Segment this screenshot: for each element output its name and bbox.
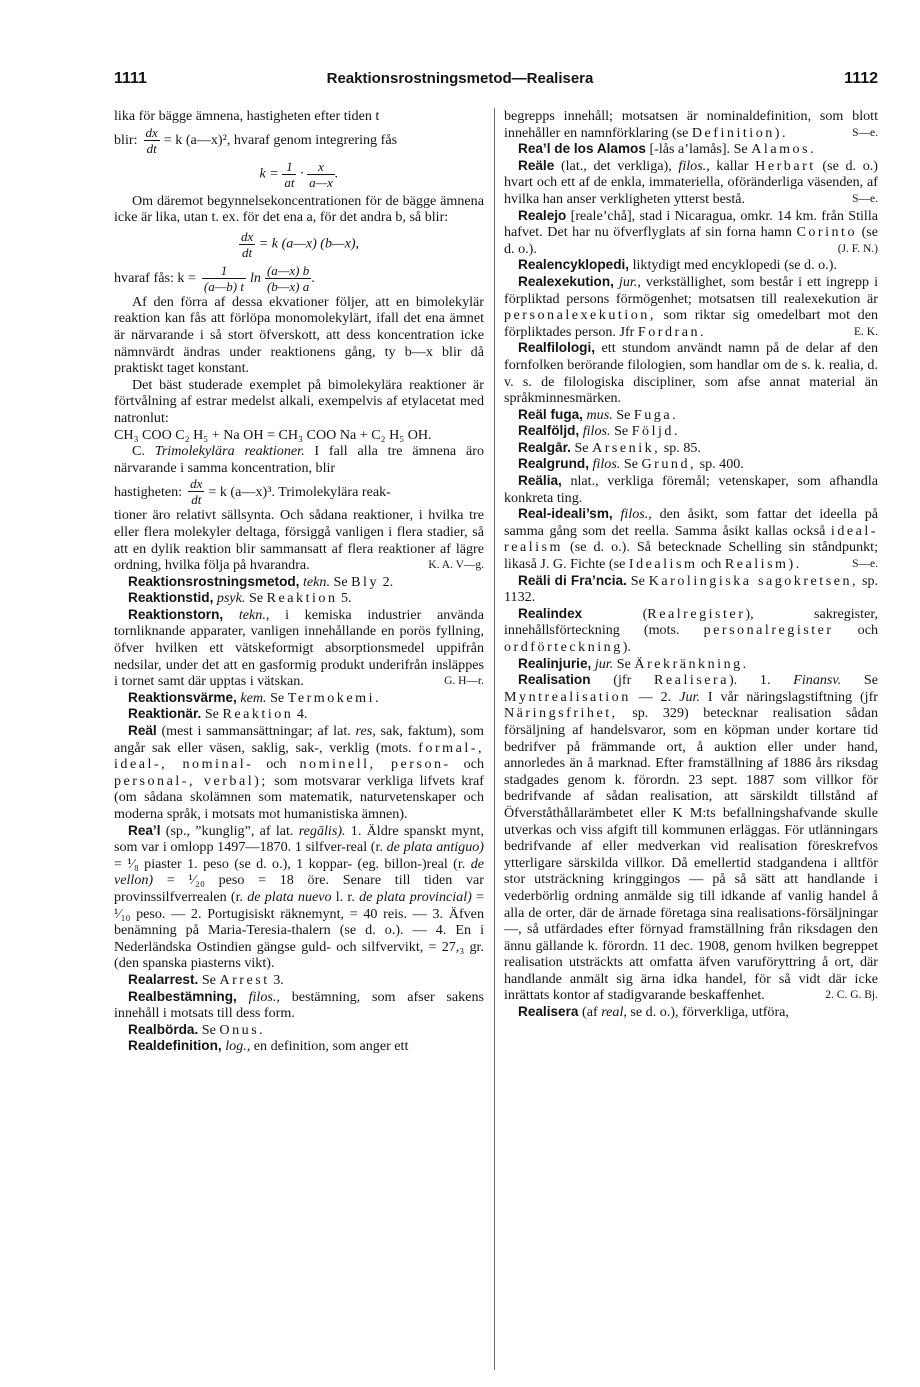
formula: CH₃ COO C₂ H₅ + Na OH = CH₃ COO Na + C₂ H₅ OH. <box>114 426 432 443</box>
paragraph: Om däremot begynnelsekoncentrationen för de bägge ämnena icke är lika, utan t. ex. för det ena a, för det andra b, så blir: <box>114 192 484 226</box>
author-signature: G. H—r. <box>444 675 484 688</box>
dictionary-entry: Reaktionsvärme, kem. Se Termokemi. <box>128 689 382 706</box>
equation: hastigheten: $\frac{dx}{dt}$ = k (a—x)³. Trimolekylära reak- <box>114 476 391 508</box>
dictionary-entry: Reäle (lat., det verkliga), filos., kallar Herbart (se d. o.) hvart och ett af de enkla, immateriella, oföränderliga väsenden, af hvilka han anser verkligheten ytterst bestå. S—e. <box>504 157 878 207</box>
entry-headword: Realencyklopedi, <box>518 257 630 273</box>
dictionary-entry: Realencyklopedi, liktydigt med encyklopedi (se d. o.). <box>518 257 837 274</box>
running-title: Reaktionsrostningsmetod—Realisera <box>326 70 594 87</box>
entry-headword: Rea’l de los Alamos <box>518 141 646 157</box>
author-signature: S—e. <box>852 192 878 205</box>
entry-headword: Rea’l <box>128 822 161 838</box>
entry-headword: Reäli di Fra’ncia. <box>518 572 627 588</box>
dictionary-entry: Rea’l (sp., ”kunglig”, af lat. regālis). 1. Äldre spanskt mynt, som var i omlopp 1497—1870. 1 silfver-real (r. de plata antiguo) = ¹⁄₈ piaster 1. peso (se d. o.), 1 koppar- (eg. billon-)real (r. de vellon) = ¹⁄₂₀ peso = 18 öre. Senare till tiden var provinssilfverrealen (r. de plata nuevo l. r. de plata provincial) = ¹⁄₁₀ peso. — 2. Portugisiskt räknemynt, = 40 reis. — 3. Äfven benämning på Maria-Teresia-thalern (se d. o.). — 4. En i Nederländska Ostindien gängse guld- och silfvervikt, = 27,₃ gr. (den spanska piasterns vikt). <box>114 822 484 972</box>
dictionary-entry: Realexekution, jur., verkställighet, som består i ett ingrepp i förpliktad persons förmögenhet; motsatsen till realexekution är personalexekution, som riktar sig omedelbart mot den förpliktades person. Jfr Fordran. E. K. <box>504 273 878 340</box>
dictionary-entry: Realbestämning, filos., bestämning, som afser sakens innehåll i motsats till dess form. <box>114 988 485 1022</box>
dictionary-entry: Reaktionstid, psyk. Se Reaktion 5. <box>128 590 352 607</box>
entry-headword: Realfilologi, <box>518 340 596 356</box>
paragraph: lika för bägge ämnena, hastigheten efter tiden t <box>114 108 380 124</box>
dictionary-entry: Realisera (af real, se d. o.), förverkliga, utföra, <box>518 1004 789 1021</box>
page-number-left: 1111 <box>114 70 147 87</box>
author-signature: (J. F. N.) <box>837 242 878 255</box>
dictionary-entry: Reäl (mest i sammansättningar; af lat. res, sak, faktum), som angår sak eller väsen, saklig, sak-, verklig (mots. formal-, ideal-, nominal- och nominell, person- och personal-, verbal); som motsvarar verkliga lifvets kraf (om sådana skolämnen som matematik, naturvetenskaper och moderna språk, i motsats mot humanistiska ämnen). <box>114 723 484 822</box>
page-header <box>0 66 920 96</box>
equation: k = $\frac{1}{at}$ · $\frac{x}{a—x}$ . <box>259 158 339 190</box>
dictionary-entry: Realejo [reale’chå], stad i Nicaragua, omkr. 14 km. från Stilla hafvet. Det har nu öfverflyglats af sin forna hamn Corinto (se d. o.). (J. F. N.) <box>504 207 879 257</box>
column-divider <box>494 108 495 1370</box>
dictionary-entry: Realföljd, filos. Se Följd. <box>518 423 680 440</box>
author-signature: E. K. <box>854 325 878 338</box>
paragraph: Det bäst studerade exemplet på bimolekylära reaktioner är förtvålning af estrar medelst alkali, exempelvis af etylacetat med natronlut: <box>114 376 484 426</box>
entry-headword: Realbestämning, <box>128 988 237 1004</box>
entry-headword: Reaktionstorn, <box>128 606 224 622</box>
dictionary-entry: Realisation (jfr Realisera). 1. Finansv. Se Myntrealisation — 2. Jur. I vår näringslagstiftning (jfr Näringsfrihet, sp. 329) betecknar realisation sådan försäljning af handelsvaror, som en köpman under kortare tid bedrifver på främmande ort, å auktion eller under hand, annorledes än å marknad. Efter framställning af 1886 års riksdag stadgades genom k. förordn. 23 sept. 1887 som villkor för bedrifvande af sådan realisation, att särskildt tillstånd af Öfverståthållarämbetet eller K M:ts befallningshafvande skulle utverkas och viss afgift till kommunen erläggas. För utlänningars bedrifvande af eller medverkan vid realisation föreskrefvos ytterligare särskilda villkor. Då emellertid stadgandena i alltför stor utsträckning kringgingos — på så sätt att handlande i vederbörlig ordning anmälde sig till idkande af vanlig handel å alla de orter, där de ärnade företaga sina realisations-försäljningar —, så utfärdades efter förnyad framställning från riksdagen den ännu gällande k. förordn. 11 dec. 1908, genom hvilken begreppet realisation utsträckts att omfatta äfven varuföryttring å ort, där handlande anmält sig ärna idka handel, för så vidt där icke inrättats kontor af stadigvarande beskaffenhet. 2. C. G. Bj. <box>504 672 878 1004</box>
author-signature: S—e. <box>852 558 878 571</box>
dictionary-entry: Realarrest. Se Arrest 3. <box>128 971 284 988</box>
author-signature: S—e. <box>852 126 878 139</box>
equation: $\frac{dx}{dt}$ = k (a—x) (b—x), <box>240 228 360 260</box>
dictionary-entry: Realindex (Realregister), sakregister, innehållsförteckning (mots. personalregister och ordförteckning). <box>504 605 878 655</box>
entry-headword: Realföljd, <box>518 423 580 439</box>
dictionary-entry: Realfilologi, ett stundom användt namn på de delar af den fornfolken berörande filologien, som handlar om de s. k. realia, d. v. s. de filologiska discipliner, som afse annat material än språkminnesmärken. <box>504 340 878 407</box>
entry-headword: Realejo <box>518 207 567 223</box>
equation: blir: $\frac{dx}{dt}$ = k (a—x)², hvaraf genom integrering fås <box>114 124 398 156</box>
entry-headword: Realindex <box>518 605 583 621</box>
entry-headword: Reäle <box>518 157 555 173</box>
entry-headword: Realisation <box>518 672 591 688</box>
entry-headword: Reäl <box>128 723 157 739</box>
dictionary-entry: Realdefinition, log., en definition, som anger ett <box>128 1038 409 1055</box>
entry-headword: Reaktionsrostningsmetod, <box>128 573 300 589</box>
entry-headword: Reälia, <box>518 473 562 489</box>
dictionary-entry: begrepps innehåll; motsatsen är nominaldefinition, som blott innehåller en namnförklaring (se Definition). S—e. <box>504 108 878 141</box>
entry-headword: Realarrest. <box>128 971 199 987</box>
page-number-right: 1112 <box>844 70 878 87</box>
dictionary-entry: Reaktionär. Se Reaktion 4. <box>128 706 308 723</box>
entry-headword: Realisera <box>518 1004 579 1020</box>
dictionary-entry: Realinjurie, jur. Se Ärekränkning. <box>518 655 749 672</box>
entry-headword: Realinjurie, <box>518 655 592 671</box>
left-column <box>114 108 484 1055</box>
dictionary-entry: Real-ideali’sm, filos., den åsikt, som fattar det ideella på samma gång som det reella. Samma åsikt kallas också ideal-realism (se d. o.). Så betecknade Schelling sin ståndpunkt; likaså J. G. Fichte (se Idealism och Realism). S—e. <box>504 506 879 573</box>
dictionary-entry: Reäli di Fra’ncia. Se Karolingiska sagokretsen, sp. 1132. <box>504 572 879 606</box>
entry-headword: Reaktionstid, <box>128 590 214 606</box>
dictionary-entry: Realgār. Se Arsenik, sp. 85. <box>518 439 701 456</box>
right-column <box>504 108 878 1021</box>
entry-headword: Real-ideali’sm, <box>518 506 613 522</box>
entry-headword: Realdefinition, <box>128 1038 222 1054</box>
entry-headword: Reäl fuga, <box>518 406 583 422</box>
author-signature: K. A. V—g. <box>428 559 484 572</box>
entry-headword: Realexekution, <box>518 273 614 289</box>
entry-headword: Realbörda. <box>128 1021 199 1037</box>
author-signature: 2. C. G. Bj. <box>825 989 878 1002</box>
paragraph: Af den förra af dessa ekvationer följer, att en bimolekylär reaktion kan fås att förlöpa monomolekylärt, ifall det ena ämnet är närvarande i så stort öfverskott, att dess koncentration icke nämnvärdt ändras under reaktionens gång, ty b—x blir då praktiskt taget konstant. <box>114 293 484 377</box>
paragraph: tioner äro relativt sällsynta. Och sådana reaktioner, i hvilka tre eller flera molekyler deltaga, försiggå vanligen i flera stadier, så att en dylik reaktion blir sammansatt af flera reaktioner af lägre ordning, hvilka följa på hvarandra. K. A. V—g. <box>114 507 484 574</box>
dictionary-entry: Reaktionsrostningsmetod, tekn. Se Bly 2. <box>128 573 394 590</box>
dictionary-entry: Reaktionstorn, tekn., i kemiska industrier använda tornliknande apparater, vanligen innehållande en porös fyllning, öfver hvilken ett vätskeformigt absorptionsmedel uppifrån nedsilar, under det att en gasformig produkt underifrån insläppes i tornet samt där upptas i vätskan. G. H—r. <box>114 606 484 690</box>
entry-headword: Realgār. <box>518 439 571 455</box>
paragraph: C. Trimolekylära reaktioner. I fall alla tre ämnena äro närvarande i samma koncentration, blir <box>114 443 485 476</box>
equation: hvaraf fås: k = $\frac{1}{(a—b) t}$ ln (a—x) b (b—x) a . <box>114 262 315 294</box>
dictionary-entry: Rea’l de los Alamos [-lås a’lamås]. Se Alamos. <box>518 141 817 158</box>
entry-headword: Realgrund, <box>518 456 589 472</box>
dictionary-entry: Realbörda. Se Onus. <box>128 1021 266 1038</box>
entry-headword: Reaktionär. <box>128 706 202 722</box>
dictionary-entry: Reäl fuga, mus. Se Fuga. <box>518 406 679 423</box>
dictionary-entry: Reälia, nlat., verkliga föremål; vetenskaper, som afhandla konkreta ting. <box>504 473 878 506</box>
entry-headword: Reaktionsvärme, <box>128 689 237 705</box>
dictionary-entry: Realgrund, filos. Se Grund, sp. 400. <box>518 456 744 473</box>
